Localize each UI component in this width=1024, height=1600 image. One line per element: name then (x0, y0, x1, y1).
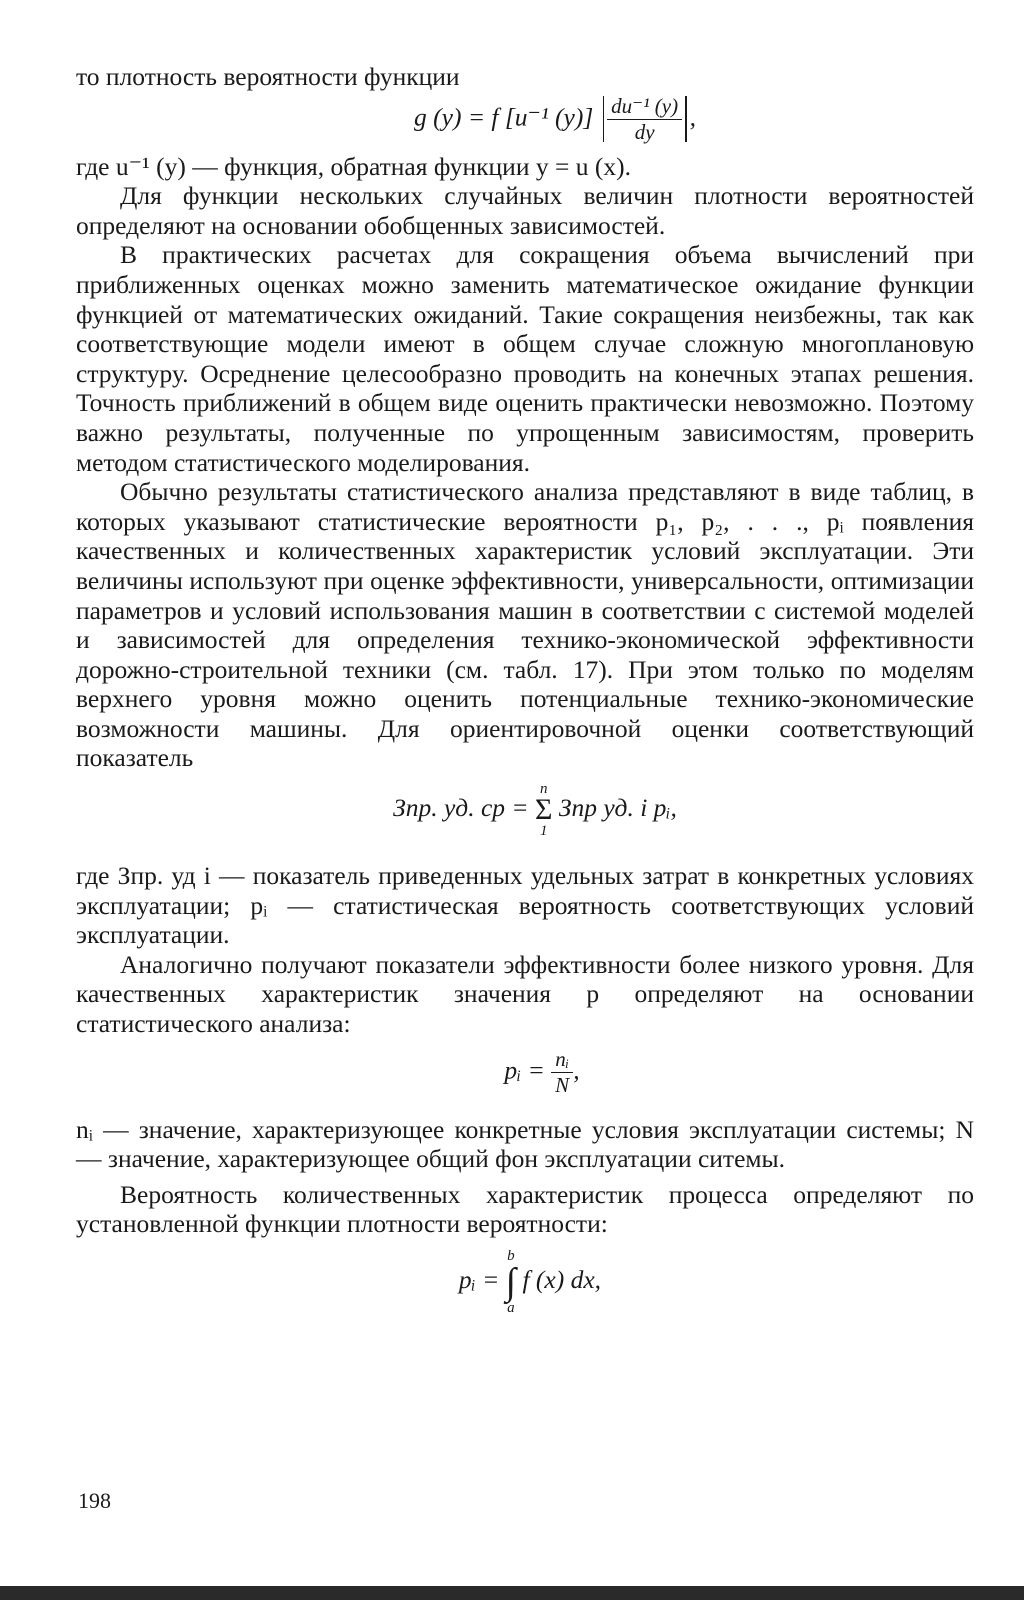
sum-lower-limit: 1 (539, 823, 548, 840)
paragraph: Аналогично получают показатели эффективности более низкого уровня. Для качественных характеристик значения p определяют на основании статистического анализа: (76, 949, 974, 1039)
formula-right: f (x) dx, (522, 1264, 602, 1294)
fraction-numerator: nᵢ (551, 1047, 573, 1073)
formula-integral (76, 1239, 974, 1337)
paragraph: nᵢ — значение, характеризующее конкретные условия эксплуатации системы; N — значение, характеризующее общий фон эксплуатации ситемы. (76, 1114, 974, 1174)
abs-bar (603, 96, 605, 142)
fraction (551, 1047, 573, 1098)
fraction (607, 94, 682, 145)
integral-lower-limit: a (507, 1300, 515, 1316)
text-line: то плотность вероятности функции (76, 62, 460, 91)
sum-upper-limit: n (539, 781, 548, 798)
formula-probability (76, 1039, 974, 1115)
formula-sum (76, 773, 974, 861)
formula-right: Зпр уд. i pᵢ, (558, 792, 677, 822)
integral-upper-limit: b (507, 1248, 515, 1264)
paragraph: Вероятность количественных характеристик процесса определяют по установленной функции плотности вероятности: (76, 1179, 974, 1239)
paragraph: В практических расчетах для сокращения объема вычислений при приближенных оценках можно заменить математическое ожидание функции функцией от математических ожиданий. Такие сокращения неизбежны, так как соответствующие модели имеют в общем случае сложную многоплановую структуру. Осреднение целесообразно проводить на конечных этапах решения. Точность приближений в общем виде оценить практически невозможно. Поэтому важно результаты, полученные по упрощенным зависимостям, проверить методом статистического моделирования. (76, 240, 974, 477)
formula-tail: , (689, 101, 696, 131)
paragraph: Для функции нескольких случайных величин плотности вероятностей определяют на основании обобщенных зависимостей. (76, 181, 974, 240)
integral-symbol: ∫ (505, 1261, 517, 1303)
fraction-numerator: du⁻¹ (y) (607, 94, 682, 120)
formula-density (76, 92, 974, 152)
page-body (76, 62, 974, 1337)
fraction-denominator: N (555, 1072, 570, 1097)
integral-operator (506, 1247, 516, 1317)
sigma-symbol: Σ (534, 793, 553, 827)
fraction-denominator: dy (634, 119, 655, 144)
page-number: 198 (78, 1488, 111, 1513)
sum-operator (535, 781, 552, 839)
formula-left: Зпр. уд. ср = (393, 792, 535, 822)
paragraph: Обычно результаты статистического анализа представляют в виде таблиц, в которых указывают статистические вероятности p₁, p₂, . . ., pᵢ появления качественных и количественных характеристик условий эксплуатации. Эти величины используют при оценке эффективности, универсальности, оптимизации параметров и условий использования машин в соответствии с системой моделей и зависимостей для определения технико-экономической эффективности дорожно-строительной техники (см. табл. 17). При этом только по моделям верхнего уровня можно оценить потенциальные технико-экономические возможности машины. Для ориентировочной оценки соответствующий показатель (76, 477, 974, 773)
scan-edge (0, 1586, 1024, 1600)
formula-left: pᵢ = (458, 1264, 506, 1294)
paragraph: где Зпр. уд i — показатель приведенных удельных затрат в конкретных условиях эксплуатации; pᵢ — статистическая вероятность соответствующих условий эксплуатации. (76, 861, 974, 950)
abs-bar (685, 96, 687, 142)
formula-left: pᵢ = (504, 1054, 552, 1084)
text-line: где u⁻¹ (y) — функция, обратная функции y = u (x). (76, 151, 631, 181)
formula-left: g (y) = f [u⁻¹ (y)] (414, 101, 594, 131)
formula-tail: , (573, 1054, 580, 1084)
